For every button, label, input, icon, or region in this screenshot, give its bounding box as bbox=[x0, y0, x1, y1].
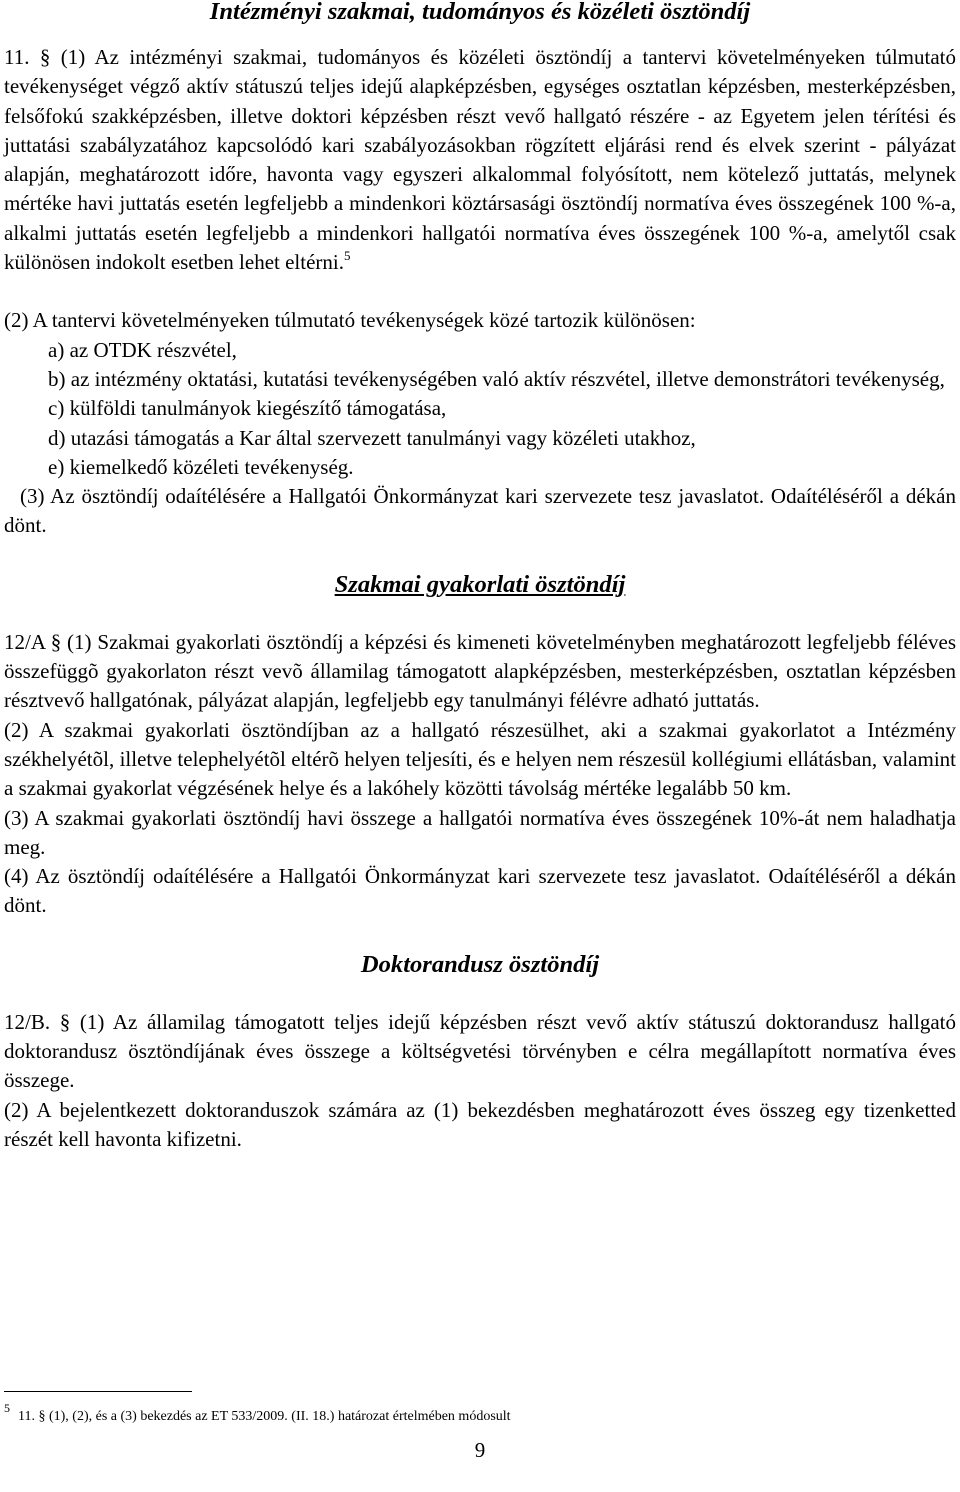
document-page bbox=[4, 0, 956, 1154]
paragraph-12b-1: 12/B. § (1) Az államilag támogatott teljes idejű képzésben részt vevő aktív státuszú doktorandusz hallgató doktorandusz ösztöndíjának éves összege a költségvetési törvényben e célra megállapított normatíva éves összege. bbox=[4, 1009, 956, 1093]
paragraph-11-2-intro: (2) A tantervi követelményeken túlmutató tevékenységek közé tartozik különösen: bbox=[4, 308, 696, 333]
footnote-ref: 5 bbox=[344, 248, 351, 264]
footnote bbox=[4, 1399, 511, 1426]
list-item: d) utazási támogatás a Kar által szervezett tanulmányi vagy közéleti utakhoz, bbox=[48, 425, 696, 450]
footnote-divider bbox=[4, 1391, 192, 1392]
section-title-doctoral-scholarship: Doktorandusz ösztöndíj bbox=[360, 950, 600, 978]
list-item: a) az OTDK részvétel, bbox=[48, 337, 237, 362]
page-number: 9 bbox=[474, 1438, 486, 1462]
list-item: c) külföldi tanulmányok kiegészítő támogatása, bbox=[48, 396, 447, 421]
paragraph-11-3: (3) Az ösztöndíj odaítélésére a Hallgatói Önkormányzat kari szervezete tesz javaslatot. Odaítéléséről a dékán dönt. bbox=[4, 484, 956, 538]
paragraph-12a-4: (4) Az ösztöndíj odaítélésére a Hallgatói Önkormányzat kari szervezete tesz javaslatot. Odaítéléséről a dékán dönt. bbox=[4, 864, 956, 918]
footnote-text: 11. § (1), (2), és a (3) bekezdés az ET 533/2009. (II. 18.) határozat értelmében módosult bbox=[18, 1409, 511, 1424]
paragraph-12b-2: (2) A bejelentkezett doktoranduszok számára az (1) bekezdésben meghatározott éves összeg egy tizenketted részét kell havonta kifizetni. bbox=[4, 1097, 956, 1151]
section-title-institutional-scholarship: Intézményi szakmai, tudományos és közéleti ösztöndíj bbox=[209, 0, 751, 25]
paragraph-12a-2: (2) A szakmai gyakorlati ösztöndíjban az a hallgató részesülhet, aki a szakmai gyakorlatot a Intézmény székhelyétõl, illetve telephelyétõl eltérõ helyen teljesíti, és e helyen nem részesül kollégiumi ellátásban, valamint a szakmai gyakorlat végzésének helye és a lakóhely közötti távolság mértéke legalább 50 km. bbox=[4, 717, 956, 801]
list-item: e) kiemelkedő közéleti tevékenység. bbox=[48, 454, 354, 479]
activity-list bbox=[4, 336, 956, 482]
section-title-practical-scholarship: Szakmai gyakorlati ösztöndíj bbox=[334, 570, 626, 598]
paragraph-12a-3: (3) A szakmai gyakorlati ösztöndíj havi összege a hallgatói normatíva éves összegének 10%-át nem haladhatja meg. bbox=[4, 805, 956, 859]
paragraph-11-1: 11. § (1) Az intézményi szakmai, tudományos és közéleti ösztöndíj a tantervi követelményeken túlmutató tevékenységet végző aktív státuszú teljes idejű alapképzésben, egységes osztatlan képzésben, mesterképzésben, felsőfokú szakképzésben, illetve doktori képzésben részt vevő hallgató részére - az Egyetem jelen térítési és juttatási szabályzatához kapcsolódó kari szabályozásokban rögzített eljárási rend és elvek szerint - pályázat alapján, meghatározott időre, havonta vagy egyszeri alkalommal folyósított, nem kötelező juttatás, melynek mértéke havi juttatás esetén legfeljebb a mindenkori köztársasági ösztöndíj normatíva éves összegének 100 %-a, alkalmi juttatás esetén legfeljebb a mindenkori hallgatói normatíva éves összegének 100 %-a, amelytől csak különösen indokolt esetben lehet eltérni.$^5$ bbox=[4, 45, 956, 275]
list-item: b) az intézmény oktatási, kutatási tevékenységében való aktív részvétel, illetve demonstrátori tevékenység, bbox=[48, 366, 945, 391]
paragraph-12a-1: 12/A § (1) Szakmai gyakorlati ösztöndíj a képzési és kimeneti követelményben meghatározott legfeljebb féléves összefüggõ gyakorlaton részt vevõ államilag támogatott alapképzésben, mesterképzésben, osztatlan képzésben résztvevő hallgatónak, pályázat alapján, legfeljebb egy tanulmányi félévre adható juttatás. bbox=[4, 629, 956, 713]
spacer bbox=[4, 277, 956, 306]
footnote-marker: 5 bbox=[4, 1401, 10, 1415]
